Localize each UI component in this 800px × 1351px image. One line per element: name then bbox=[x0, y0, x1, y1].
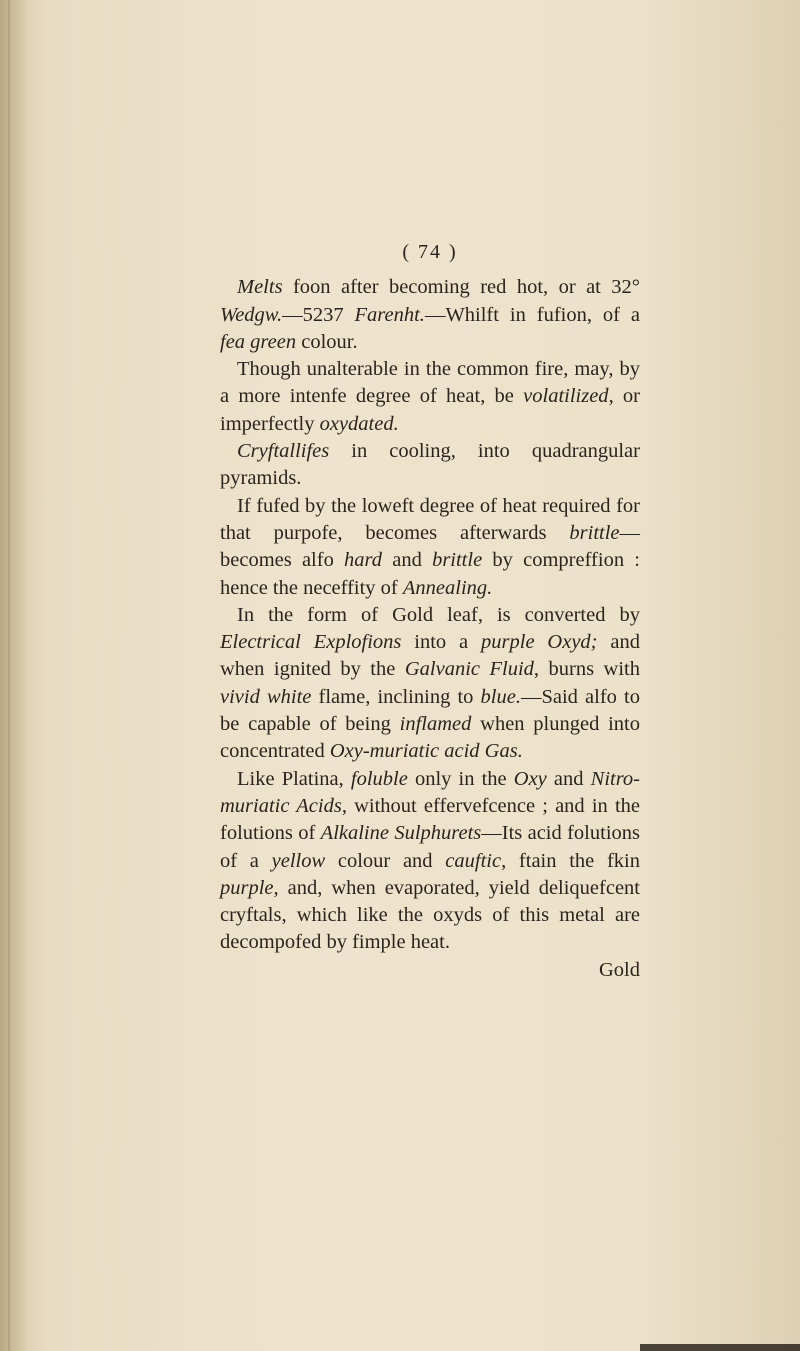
italic-text: purple Oxyd; bbox=[481, 631, 598, 654]
text-run: when plunged into concentrated bbox=[220, 713, 641, 763]
italic-text: Electrical Explofions bbox=[220, 631, 402, 654]
italic-text: hard bbox=[344, 549, 383, 572]
italic-text: Farenht. bbox=[354, 303, 425, 326]
text-run: only in the bbox=[407, 767, 514, 790]
italic-text: Oxy bbox=[513, 767, 547, 790]
paragraph bbox=[220, 493, 640, 602]
text-run: in cooling, into quadrangular pyramids. bbox=[220, 440, 640, 490]
text-run: and bbox=[382, 549, 433, 572]
text-run: —Said alfo to be capable of being bbox=[220, 685, 640, 736]
text-run: , without effervefcence ; and in the folutions of bbox=[220, 794, 640, 845]
page-number: ( 74 ) bbox=[402, 241, 458, 263]
paragraph bbox=[220, 602, 640, 766]
italic-text: inflamed bbox=[399, 713, 472, 736]
italic-text: Galvanic Fluid bbox=[404, 658, 534, 681]
text-run: —becomes alfo bbox=[220, 521, 640, 572]
text-run: , ftain the fkin bbox=[501, 849, 640, 872]
italic-text: purple bbox=[220, 876, 274, 899]
italic-text: volatilized bbox=[523, 385, 609, 408]
text-run: flame, inclining to bbox=[311, 685, 481, 708]
bottom-edge-shadow bbox=[640, 1344, 800, 1351]
italic-text: Oxy-muriatic acid Gas. bbox=[329, 740, 523, 763]
italic-text: blue. bbox=[480, 685, 521, 708]
text-run: Like Platina, bbox=[237, 767, 351, 790]
text-run: Though unalterable in the common fire, may, by a more intenfe degree of heat, be bbox=[220, 358, 640, 408]
italic-text: vivid white bbox=[220, 685, 312, 708]
italic-text: Cryftallifes bbox=[237, 440, 330, 463]
text-run: and bbox=[546, 767, 591, 790]
italic-text: Melts bbox=[237, 276, 283, 299]
paragraph bbox=[220, 274, 640, 356]
italic-text: brittle bbox=[569, 521, 620, 544]
text-run: foon after becoming red hot, or at 32° bbox=[282, 276, 640, 299]
text-run: If fufed by the loweft degree of heat required for that purpofe, becomes afterwards bbox=[220, 494, 640, 544]
text-run: In the form of Gold leaf, is converted by bbox=[237, 603, 640, 626]
text-run: , burns with bbox=[533, 658, 640, 681]
italic-text: cauftic bbox=[445, 849, 502, 872]
italic-text: Wedgw. bbox=[220, 303, 283, 326]
italic-text: Alkaline Sulphurets bbox=[320, 822, 482, 845]
italic-text: Annealing. bbox=[402, 576, 493, 599]
italic-text: fea green bbox=[220, 330, 297, 353]
italic-text: oxydated. bbox=[319, 412, 399, 435]
page-gutter-line bbox=[8, 0, 10, 1351]
text-run: colour. bbox=[296, 330, 358, 353]
italic-text: yellow bbox=[271, 849, 326, 872]
text-run: —Its acid folutions of a bbox=[220, 822, 640, 872]
paragraph bbox=[220, 766, 640, 957]
paragraphs bbox=[220, 274, 640, 956]
text-run: and when ignited by the bbox=[220, 631, 640, 681]
text-run: colour and bbox=[325, 849, 446, 872]
text-run: —Whilft in fufion, of a bbox=[424, 303, 641, 326]
text-run: by compreffion : hence the neceffity of bbox=[220, 549, 640, 599]
page-gutter-shadow bbox=[0, 0, 28, 1351]
text-run: —5237 bbox=[282, 303, 355, 326]
paragraph bbox=[220, 356, 640, 438]
text-run: into a bbox=[401, 631, 482, 654]
paragraph bbox=[220, 438, 640, 493]
text-run: , and, when evaporated, yield deliquefcent cryftals, which like the oxyds of this metal are decompofed by fimple heat. bbox=[220, 876, 640, 954]
text-run: , or imperfectly bbox=[220, 385, 641, 435]
catchword: Gold bbox=[599, 958, 640, 981]
italic-text: brittle bbox=[432, 549, 483, 572]
text-block bbox=[220, 239, 640, 984]
italic-text: foluble bbox=[350, 767, 408, 790]
italic-text: Nitro-muriatic Acids bbox=[220, 767, 640, 817]
